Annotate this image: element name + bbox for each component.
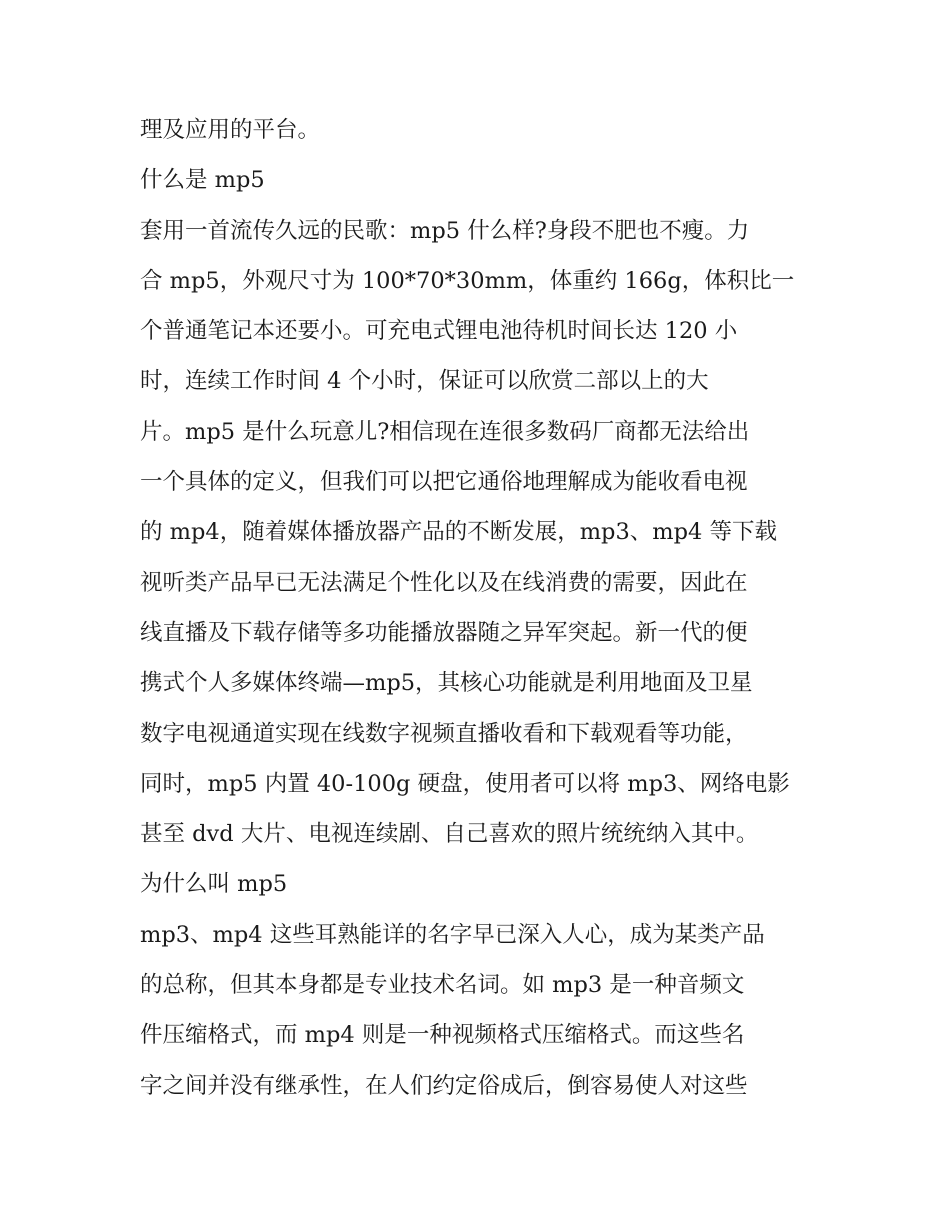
text-line: 理及应用的平台。 [140,117,321,143]
text-line: 时，连续工作时间 4 个小时，保证可以欣赏二部以上的大 [140,368,709,395]
text-line: 同时，mp5 内置 40-100g 硬盘，使用者可以将 mp3、网络电影 [140,770,790,797]
text-line: 携式个人多媒体终端—mp5，其核心功能就是利用地面及卫星 [140,670,753,697]
section-heading: 为什么叫 mp5 [140,871,288,898]
text-line: 的 mp4，随着媒体播放器产品的不断发展，mp3、mp4 等下载 [140,519,777,546]
text-line: 数字电视通道实现在线数字视频直播收看和下载观看等功能， [140,720,748,747]
text-line: 片。mp5 是什么玩意儿?相信现在连很多数码厂商都无法给出 [140,418,750,445]
text-line: mp3、mp4 这些耳熟能详的名字早已深入人心，成为某类产品 [140,921,765,948]
text-line: 个普通笔记本还要小。可充电式锂电池待机时间长达 120 小 [140,318,738,345]
section-heading: 什么是 mp5 [140,167,265,194]
text-line: 合 mp5，外观尺寸为 100*70*30mm，体重约 166g，体积比一 [140,267,795,294]
text-line: 视听类产品早已无法满足个性化以及在线消费的需要，因此在 [140,569,748,596]
text-line: 的总称，但其本身都是专业技术名词。如 mp3 是一种音频文 [140,972,745,999]
text-line: 甚至 dvd 大片、电视连续剧、自己喜欢的照片统统纳入其中。 [140,821,759,848]
text-line: 一个具体的定义，但我们可以把它通俗地理解成为能收看电视 [140,469,748,496]
text-line: 件压缩格式，而 mp4 则是一种视频格式压缩格式。而这些名 [140,1022,745,1049]
document-body [140,105,830,1111]
text-line: 字之间并没有继承性，在人们约定俗成后，倒容易使人对这些 [140,1072,748,1099]
text-line: 套用一首流传久远的民歌：mp5 什么样?身段不肥也不瘦。力 [140,217,750,244]
text-line: 线直播及下载存储等多功能播放器随之异军突起。新一代的便 [140,619,748,646]
